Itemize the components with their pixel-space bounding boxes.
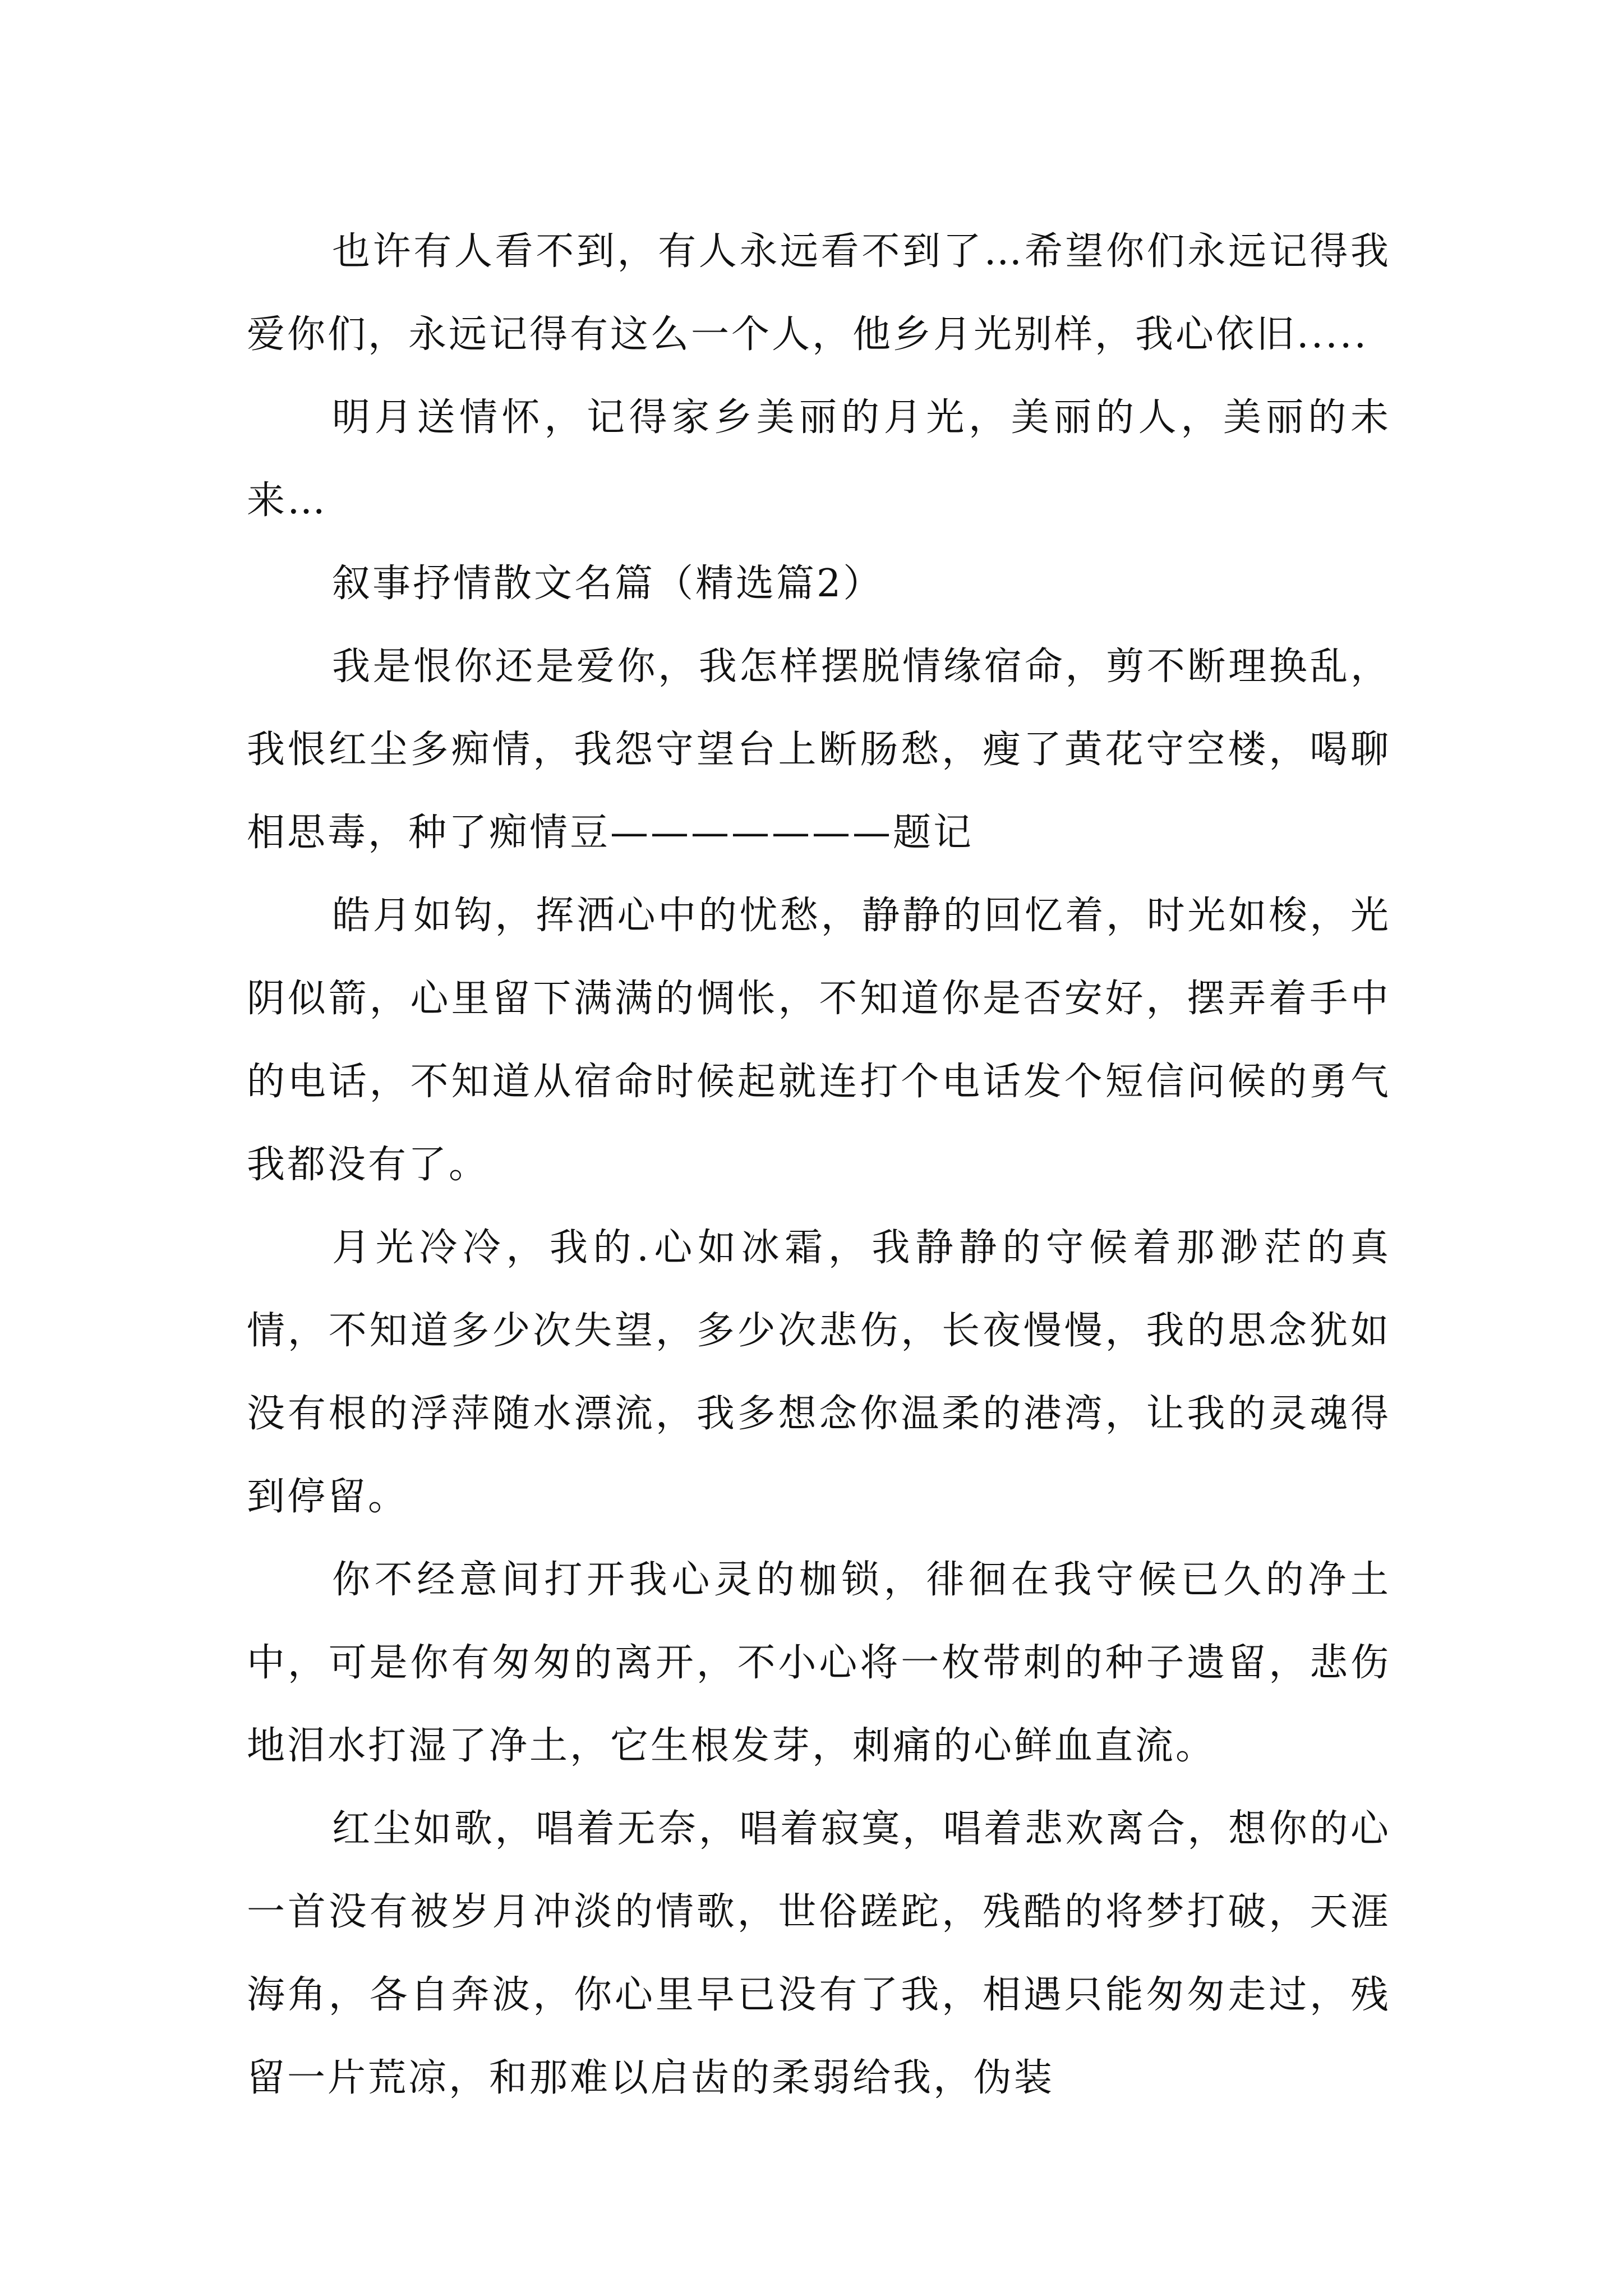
paragraph-5: 月光冷冷，我的.心如冰霜，我静静的守候着那渺茫的真情，不知道多少次失望，多少次悲伤，长夜慢慢，我的思念犹如没有根的浮萍随水漂流，我多想念你温柔的港湾，让我的灵魂得到停留。	[247, 1226, 1391, 1519]
paragraph-6: 你不经意间打开我心灵的枷锁，徘徊在我守候已久的净土中，可是你有匆匆的离开，不小心将一枚带刺的种子遗留，悲伤地泪水打湿了净土，它生根发芽，刺痛的心鲜血直流。	[247, 1558, 1391, 1768]
document-body	[247, 210, 1391, 2120]
paragraph-7: 红尘如歌，唱着无奈，唱着寂寞，唱着悲欢离合，想你的心一首没有被岁月冲淡的情歌，世俗蹉跎，残酷的将梦打破，天涯海角，各自奔波，你心里早已没有了我，相遇只能匆匆走过，残留一片荒凉，和那难以启齿的柔弱给我，伪装	[247, 1807, 1391, 2100]
paragraph-epigraph: 我是恨你还是爱你，我怎样摆脱情缘宿命，剪不断理换乱，我恨红尘多痴情，我怨守望台上断肠愁，瘦了黄花守空楼，喝聊相思毒，种了痴情豆———————题记	[247, 645, 1391, 855]
section-heading: 叙事抒情散文名篇（精选篇2）	[332, 562, 884, 606]
paragraph-1: 也许有人看不到，有人永远看不到了…希望你们永远记得我爱你们，永远记得有这么一个人，他乡月光别样，我心依旧.....	[247, 229, 1391, 357]
paragraph-2: 明月送情怀，记得家乡美丽的月光，美丽的人，美丽的未来…	[247, 395, 1391, 523]
paragraph-4: 皓月如钩，挥洒心中的忧愁，静静的回忆着，时光如梭，光阴似箭，心里留下满满的惆怅，不知道你是否安好，摆弄着手中的电话，不知道从宿命时候起就连打个电话发个短信问候的勇气我都没有了。	[247, 894, 1391, 1187]
